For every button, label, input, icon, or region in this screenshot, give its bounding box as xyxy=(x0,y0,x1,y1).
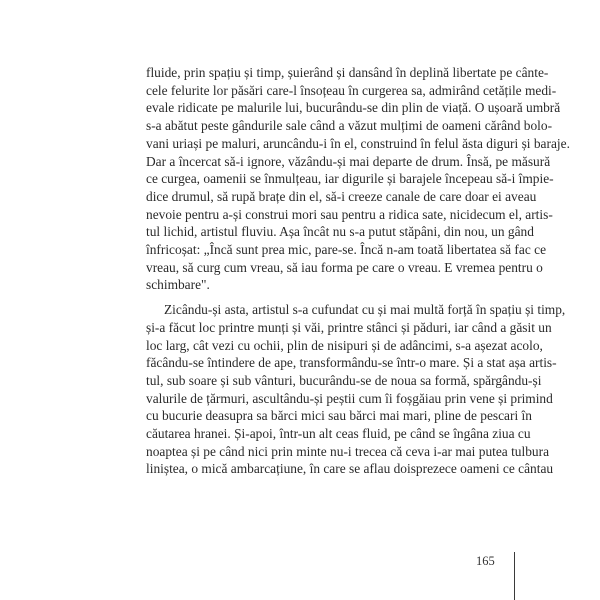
paragraph xyxy=(146,301,566,478)
body-text xyxy=(146,64,570,478)
text-line: Zicându-și asta, artistul s-a cufundat cu și mai multă forță în spațiu și timp, xyxy=(164,302,566,318)
text-line: valurile de țărmuri, ascultându-și peștii cum îi foșgăiau prin vene și primind xyxy=(146,390,553,406)
text-line: și-a făcut loc printre munți și văi, printre stânci și păduri, iar când a găsit un xyxy=(146,319,552,335)
page-number: 165 xyxy=(476,554,495,568)
text-line: înfricoșat: „Încă sunt prea mic, pare-se. Încă n-am toată libertatea să fac ce xyxy=(146,242,547,258)
text-line: căutarea hranei. Și-apoi, într-un alt ceas fluid, pe când se îngâna ziua cu xyxy=(146,426,531,442)
text-line: loc larg, cât vezi cu ochii, plin de nisipuri și de adâncimi, s-a așezat acolo, xyxy=(146,337,543,353)
text-line: tul lichid, artistul fluviu. Așa încât nu s-a putut stăpâni, din nou, un gând xyxy=(146,224,534,240)
text-line: Dar a încercat să-i ignore, văzându-și mai departe de drum. Însă, pe măsură xyxy=(146,153,551,169)
text-line: vreau, să curg cum vreau, să iau forma pe care o vreau. E vremea pentru o xyxy=(146,259,543,275)
text-line: liniștea, o mică ambarcațiune, în care se aflau doisprezece oameni ce cântau xyxy=(146,461,554,477)
text-line: tul, sub soare și sub vânturi, bucurându-se de noua sa formă, spărgându-și xyxy=(146,372,542,388)
text-line: schimbare". xyxy=(146,277,210,293)
text-line: s-a abătut peste gândurile sale când a văzut mulțimi de oameni cărând bolo- xyxy=(146,118,553,134)
text-line: ce curgea, oamenii se înmulțeau, iar digurile și barajele începeau să-i împie- xyxy=(146,171,554,187)
text-line: noaptea și pe când nici prin minte nu-i trecea că ceva i-ar mai putea tulbura xyxy=(146,443,550,459)
text-line: vani uriași pe maluri, aruncându-i în el, construind în felul ăsta diguri și baraje. xyxy=(146,135,570,151)
text-line: nevoie pentru a-și construi mori sau pentru a ridica sate, nicidecum el, artis- xyxy=(146,206,553,222)
text-line: evale ridicate pe malurile lui, bucurându-se din plin de viață. O ușoară umbră xyxy=(146,100,561,116)
text-line: cu bucurie deasupra sa bărci mici sau bărci mai mari, pline de pescari în xyxy=(146,408,532,424)
text-line: dice drumul, să rupă brațe din el, să-i creeze canale de care doar ei aveau xyxy=(146,188,537,204)
text-line: făcându-se întindere de ape, transformându-se într-o mare. Și a stat așa artis- xyxy=(146,355,557,371)
text-line: fluide, prin spațiu și timp, șuierând și dansând în deplină libertate pe cânte- xyxy=(146,65,549,80)
text-line: cele felurite lor păsări care-l însoțeau în curgerea sa, admirând cetățile medi- xyxy=(146,82,557,98)
paragraph xyxy=(146,64,570,294)
margin-rule xyxy=(514,552,515,600)
